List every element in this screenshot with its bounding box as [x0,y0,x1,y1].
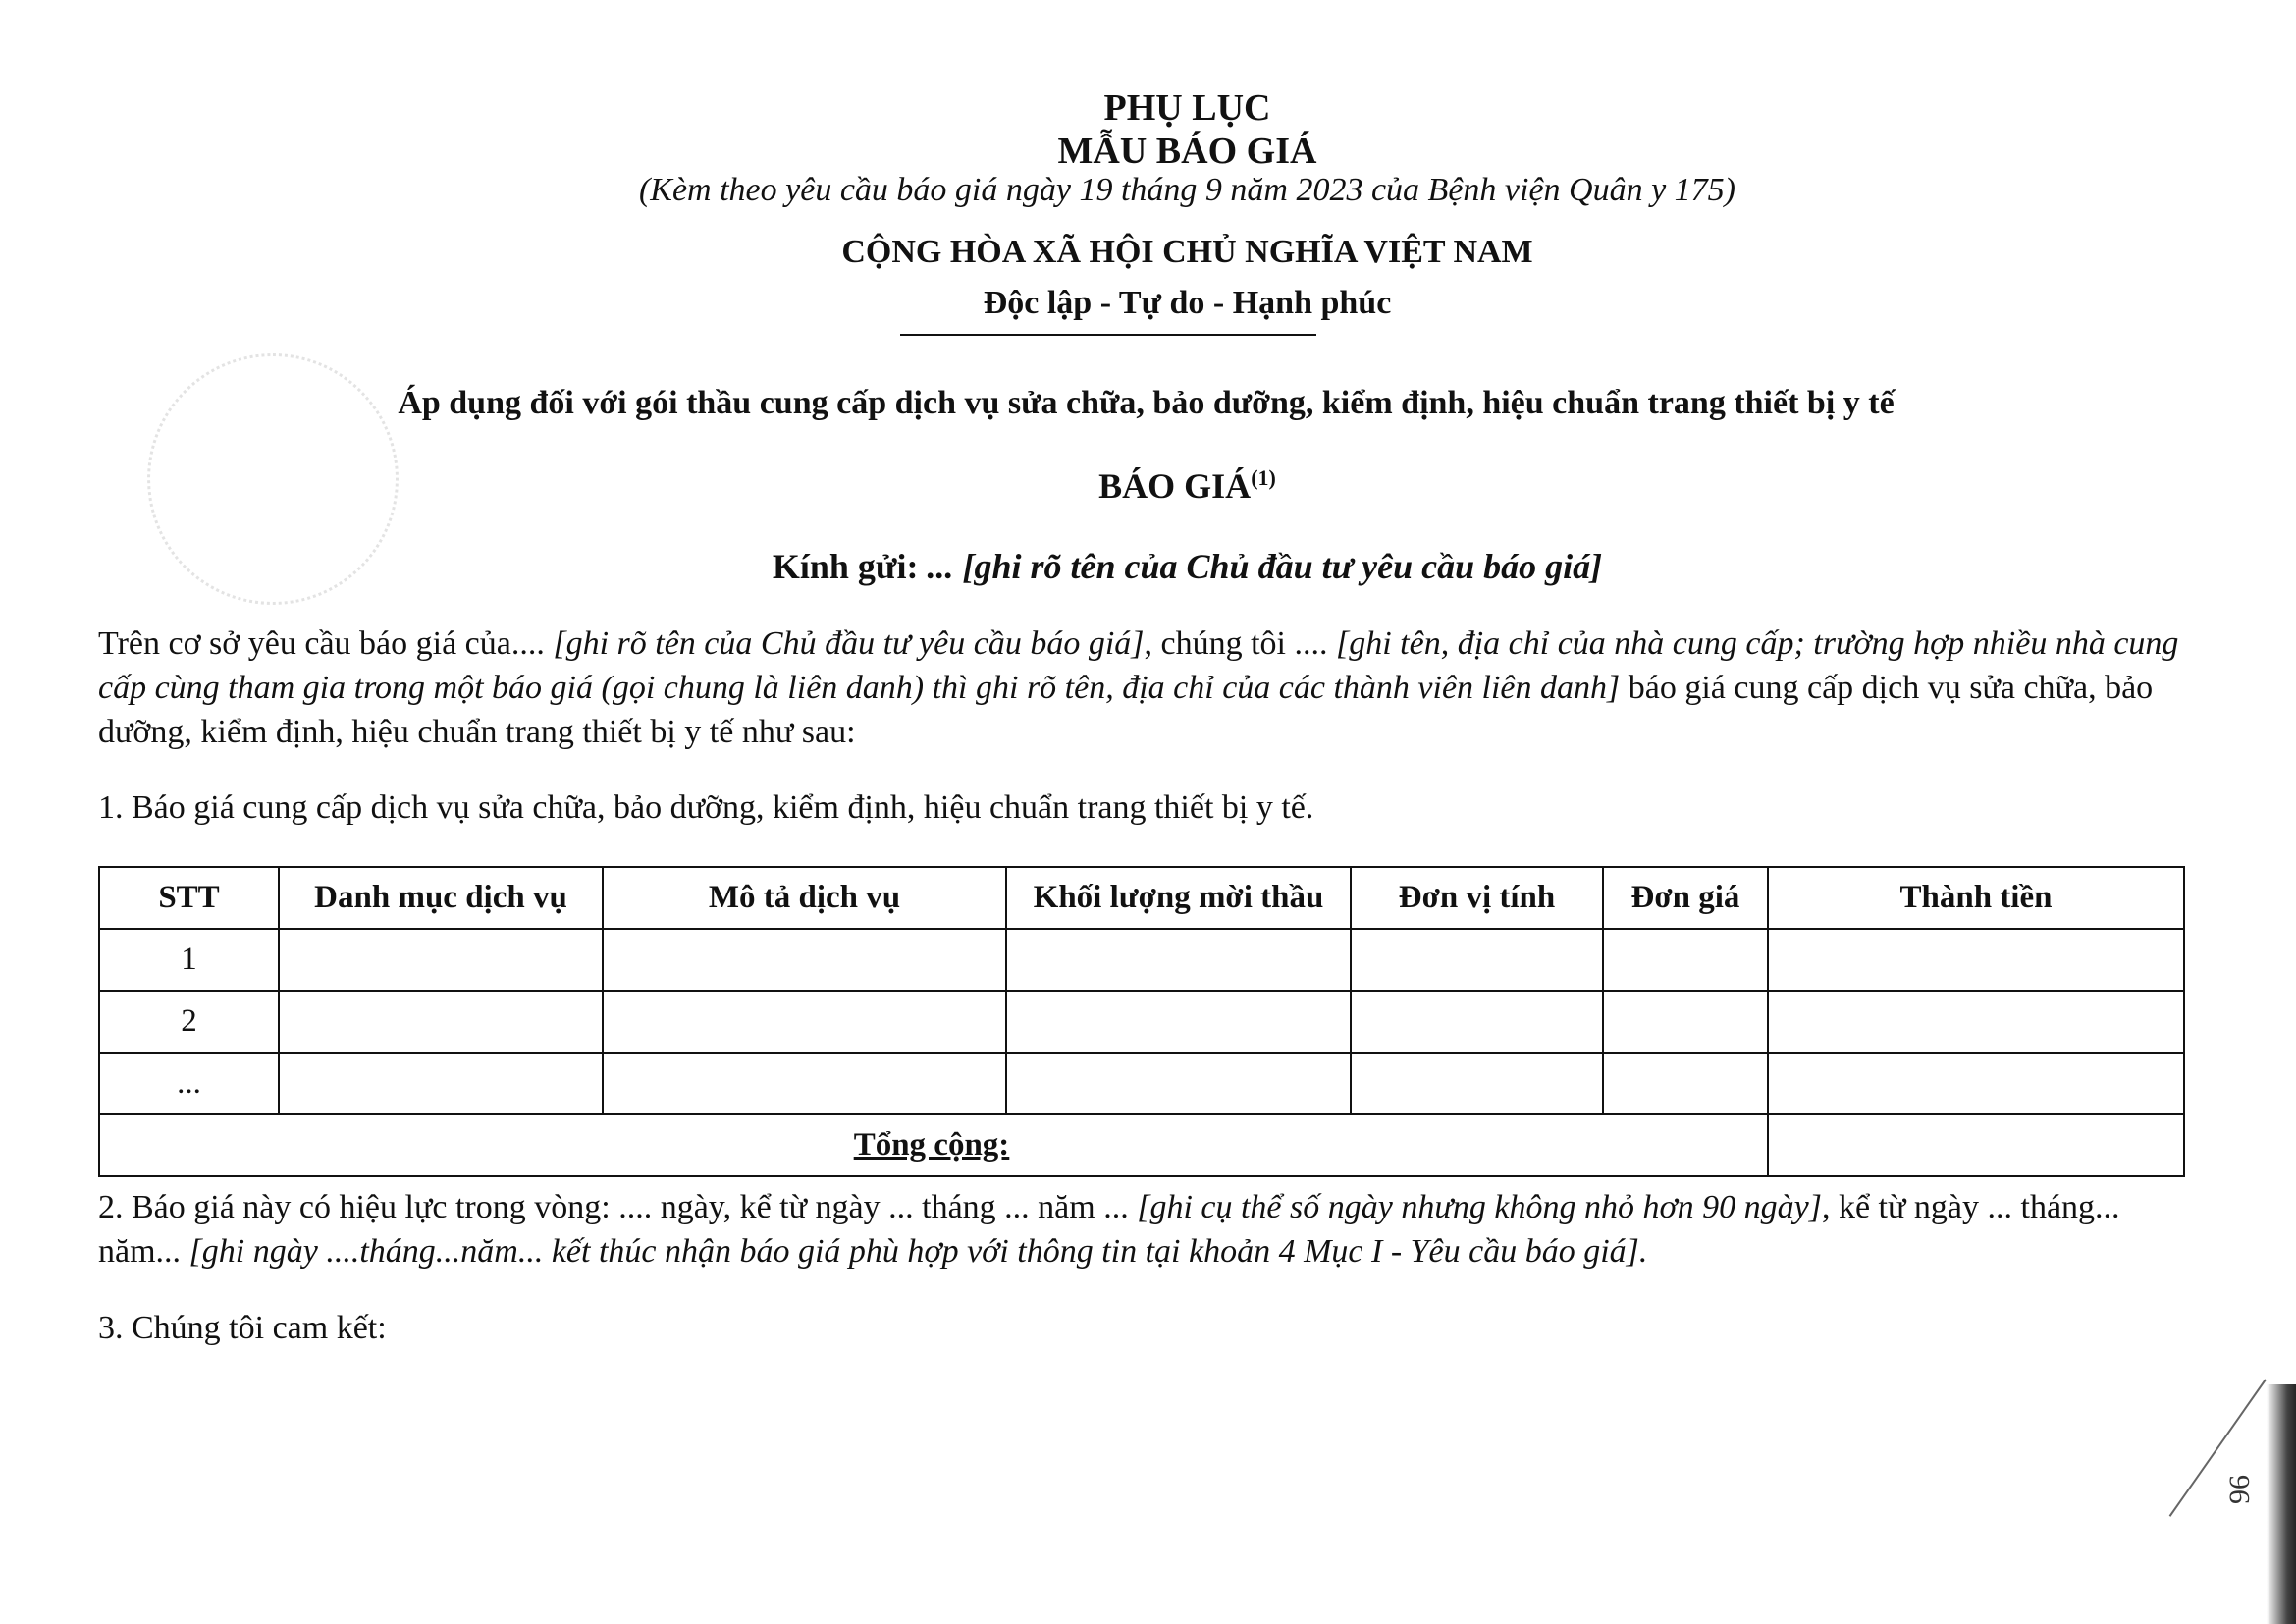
intro-part4: [ghi tên, địa chỉ của nhà cung cấp; trường hợp nhiều nhà cung cấp cùng tham gia trong một báo giá (gọi chung là liên danh) thì ghi rõ tên, địa chỉ của các thành viên liên danh] [98,625,2179,706]
table-row [99,991,2184,1053]
cell [279,991,603,1053]
total-amount-cell [1768,1114,2184,1176]
cell [1603,929,1768,991]
table-total-row [99,1114,2184,1176]
quote-title-text: BÁO GIÁ [1098,466,1252,506]
cell [1351,929,1603,991]
item2-part2: [ghi cụ thể số ngày nhưng không nhỏ hơn 90 ngày] [1137,1189,1822,1225]
form-title: MẪU BÁO GIÁ [1057,131,1317,172]
item2-part3: , kể từ ngày ... tháng... năm... [98,1189,2120,1270]
item-1: 1. Báo giá cung cấp dịch vụ sửa chữa, bảo dưỡng, kiểm định, hiệu chuẩn trang thiết bị y tế. [98,789,1314,826]
header-service-category: Danh mục dịch vụ [279,867,603,929]
cell [1768,929,2184,991]
motto-underline [900,334,1316,336]
cell [1768,1053,2184,1114]
cell [1603,991,1768,1053]
header-quantity: Khối lượng mời thầu [1006,867,1351,929]
cell [603,1053,1006,1114]
cell [603,991,1006,1053]
cell [1351,1053,1603,1114]
cell [603,929,1006,991]
item-3: 3. Chúng tôi cam kết: [98,1310,387,1346]
cell [1006,929,1351,991]
cell-stt: 2 [99,991,279,1053]
intro-paragraph [98,622,2189,754]
cell-stt: ... [99,1053,279,1114]
cell [1006,1053,1351,1114]
item2-part1: 2. Báo giá này có hiệu lực trong vòng: .... ngày, kể từ ngày ... tháng ... năm ... [98,1189,1138,1225]
item2-part4: [ghi ngày ....tháng...năm... kết thúc nhận báo giá phù hợp với thông tin tại khoản 4 Mục I - Yêu cầu báo giá]. [188,1233,1648,1270]
table-row [99,1053,2184,1114]
apply-line: Áp dụng đối với gói thầu cung cấp dịch vụ sửa chữa, bảo dưỡng, kiểm định, hiệu chuẩn trang thiết bị y tế [398,385,1895,421]
cell [279,929,603,991]
addressee-text: ... [ghi rõ tên của Chủ đầu tư yêu cầu báo giá] [918,547,1603,586]
header-unit: Đơn vị tính [1351,867,1603,929]
addressee-label: Kính gửi: [772,547,919,586]
cell [1351,991,1603,1053]
nation-name: CỘNG HÒA XÃ HỘI CHỦ NGHĨA VIỆT NAM [841,234,1533,270]
header-service-description: Mô tả dịch vụ [603,867,1006,929]
quote-title-footnote: (1) [1251,465,1276,490]
addressee [39,546,2296,587]
cell [1768,991,2184,1053]
header-stt: STT [99,867,279,929]
attachment-note: (Kèm theo yêu cầu báo giá ngày 19 tháng 9 năm 2023 của Bệnh viện Quân y 175) [638,172,1736,208]
cell-stt: 1 [99,929,279,991]
header-amount: Thành tiền [1768,867,2184,929]
total-label: Tổng cộng: [99,1114,1768,1176]
table-header-row [99,867,2184,929]
cell [1603,1053,1768,1114]
quote-table [98,866,2185,1177]
table-row [99,929,2184,991]
item-2 [98,1185,2189,1273]
header-unit-price: Đơn giá [1603,867,1768,929]
motto: Độc lập - Tự do - Hạnh phúc [983,285,1392,321]
cell [279,1053,603,1114]
intro-part3: , chúng tôi .... [1144,625,1336,662]
intro-part5: báo giá cung cấp dịch vụ sửa chữa, bảo dưỡng, kiểm định, hiệu chuẩn trang thiết bị y tế như sau: [98,670,2154,750]
page-number: 96 [2223,1475,2256,1504]
quote-title [39,465,2296,507]
cell [1006,991,1351,1053]
appendix-title: PHỤ LỤC [1103,87,1271,129]
intro-part2: [ghi rõ tên của Chủ đầu tư yêu cầu báo giá] [553,625,1145,662]
page-edge-shadow [2267,1384,2296,1624]
intro-part1: Trên cơ sở yêu cầu báo giá của.... [98,625,554,662]
